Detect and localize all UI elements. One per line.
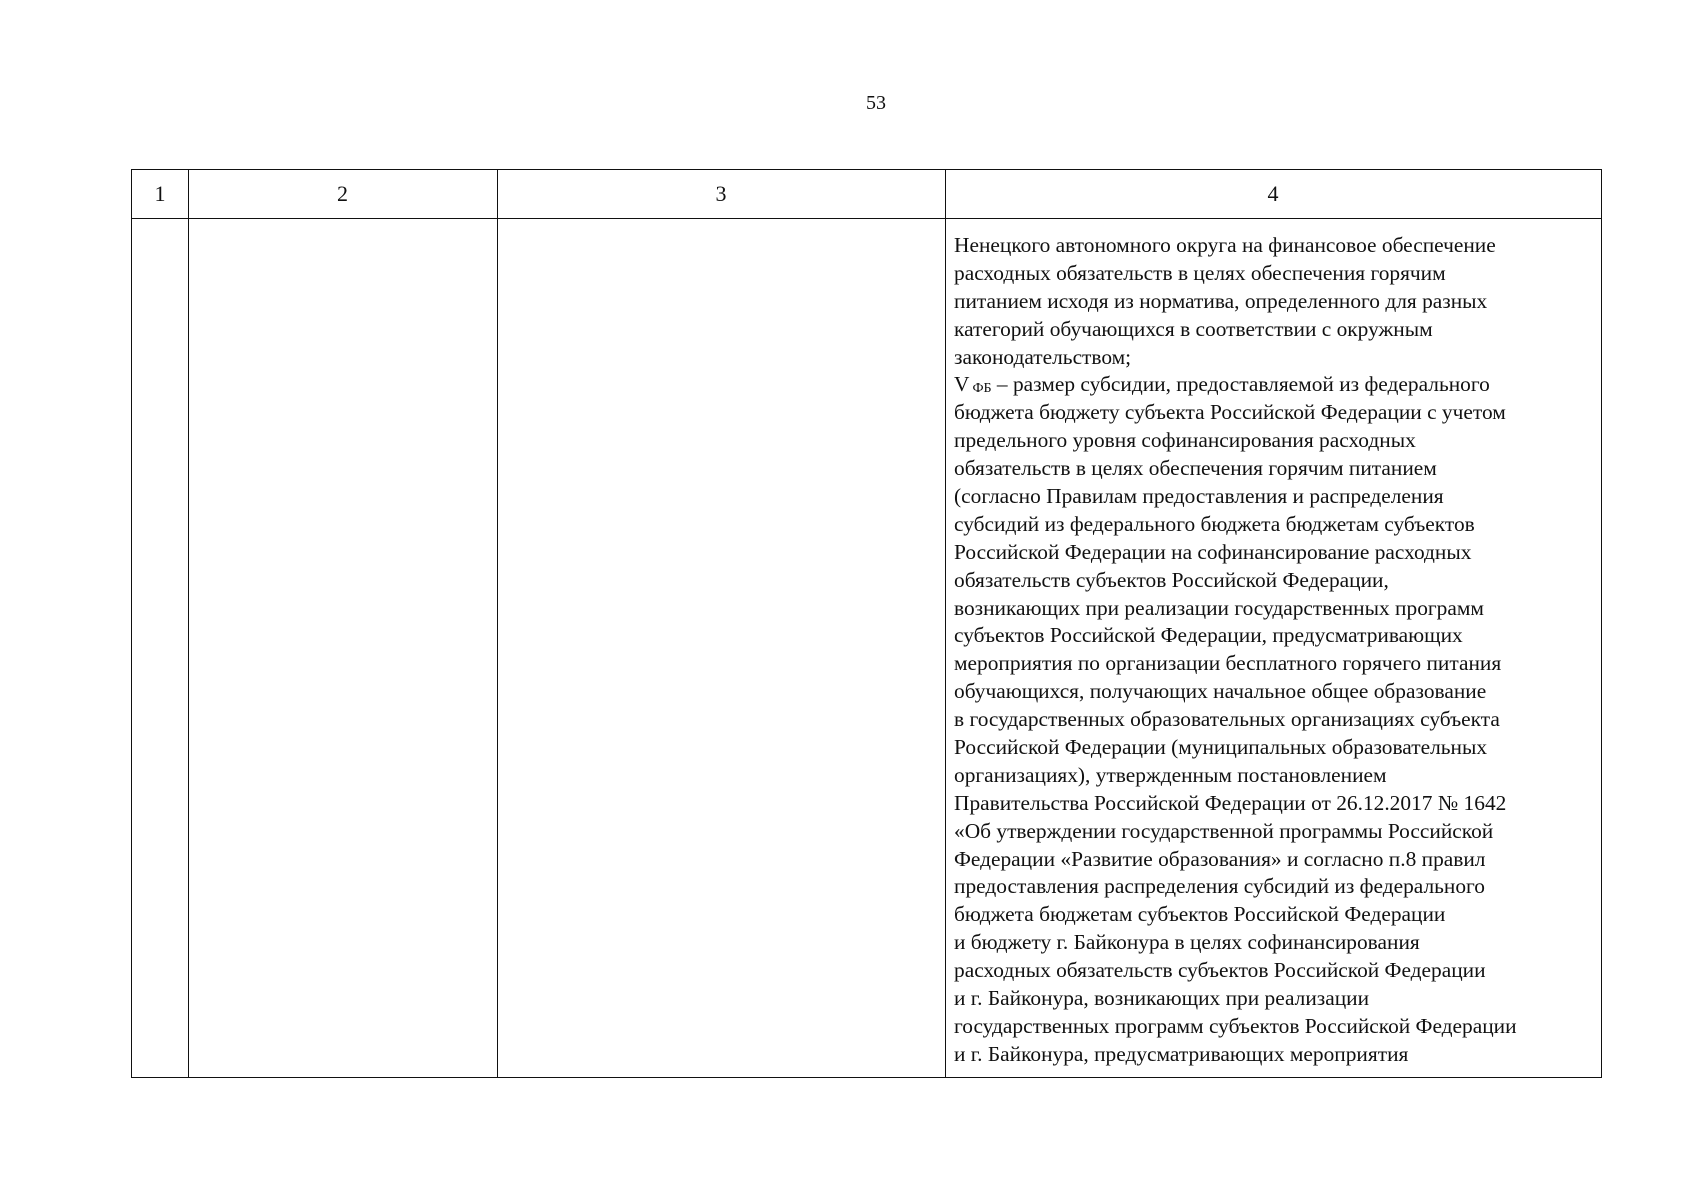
- text-line: предоставления распределения субсидий из федерального: [954, 874, 1485, 899]
- text-line: мероприятия по организации бесплатного горячего питания: [954, 651, 1502, 676]
- vfb-symbol: V: [954, 372, 970, 397]
- text-line: Российской Федерации на софинансирование расходных: [954, 539, 1472, 564]
- text-line: расходных обязательств субъектов Российской Федерации: [954, 958, 1486, 983]
- text-line: (согласно Правилам предоставления и распределения: [954, 484, 1444, 509]
- text-line: бюджета бюджетам субъектов Российской Федерации: [954, 902, 1446, 927]
- vfb-subscript: ФБ: [972, 381, 992, 397]
- text-line: обязательств субъектов Российской Федерации,: [954, 567, 1389, 592]
- text-line: питанием исходя из норматива, определенного для разных: [954, 288, 1488, 313]
- header-divider: [132, 218, 1601, 219]
- header-cell-4: 4: [1267, 181, 1279, 206]
- text-line: предельного уровня софинансирования расходных: [954, 428, 1416, 453]
- text-line: организациях), утвержденным постановлением: [954, 762, 1387, 787]
- text-line: категорий обучающихся в соответствии с окружным: [954, 316, 1433, 341]
- text-line: обучающихся, получающих начальное общее образование: [954, 679, 1487, 704]
- text-line: и бюджету г. Байконура в целях софинансирования: [954, 930, 1420, 955]
- column-divider-3: [945, 170, 946, 1077]
- text-line: законодательством;: [954, 344, 1132, 369]
- header-cell-2: 2: [337, 181, 348, 206]
- page-number: 53: [866, 92, 886, 114]
- header-cell-3: 3: [715, 181, 727, 206]
- text-line: Правительства Российской Федерации от 26.12.2017 № 1642: [954, 790, 1507, 815]
- text-line: субъектов Российской Федерации, предусматривающих: [954, 623, 1463, 648]
- text-line: бюджета бюджету субъекта Российской Федерации с учетом: [954, 400, 1506, 425]
- text-line: и г. Байконура, предусматривающих мероприятия: [954, 1041, 1409, 1066]
- text-line: Ненецкого автономного округа на финансовое обеспечение: [954, 233, 1496, 257]
- text-line: в государственных образовательных организациях субъекта: [954, 707, 1500, 732]
- header-cell-1: 1: [154, 181, 166, 206]
- text-line: расходных обязательств в целях обеспечения горячим: [954, 260, 1446, 285]
- text-line: субсидий из федерального бюджета бюджетам субъектов: [954, 511, 1475, 536]
- text-line: обязательств в целях обеспечения горячим питанием: [954, 456, 1437, 481]
- text-line: государственных программ субъектов Российской Федерации: [954, 1013, 1517, 1038]
- vfb-definition-text: – размер субсидии, предоставляемой из федерального: [991, 372, 1490, 397]
- cell-4-text: [954, 232, 1600, 1069]
- text-line: Федерации «Развитие образования» и согласно п.8 правил: [954, 846, 1486, 871]
- text-line: Российской Федерации (муниципальных образовательных: [954, 735, 1488, 760]
- vfb-definition-line: [954, 371, 1600, 399]
- text-line: возникающих при реализации государственных программ: [954, 595, 1484, 620]
- text-line: и г. Байконура, возникающих при реализации: [954, 986, 1370, 1011]
- document-table: [131, 169, 1602, 1078]
- column-divider-2: [497, 170, 498, 1077]
- column-divider-1: [188, 170, 189, 1077]
- text-line: «Об утверждении государственной программы Российской: [954, 818, 1494, 843]
